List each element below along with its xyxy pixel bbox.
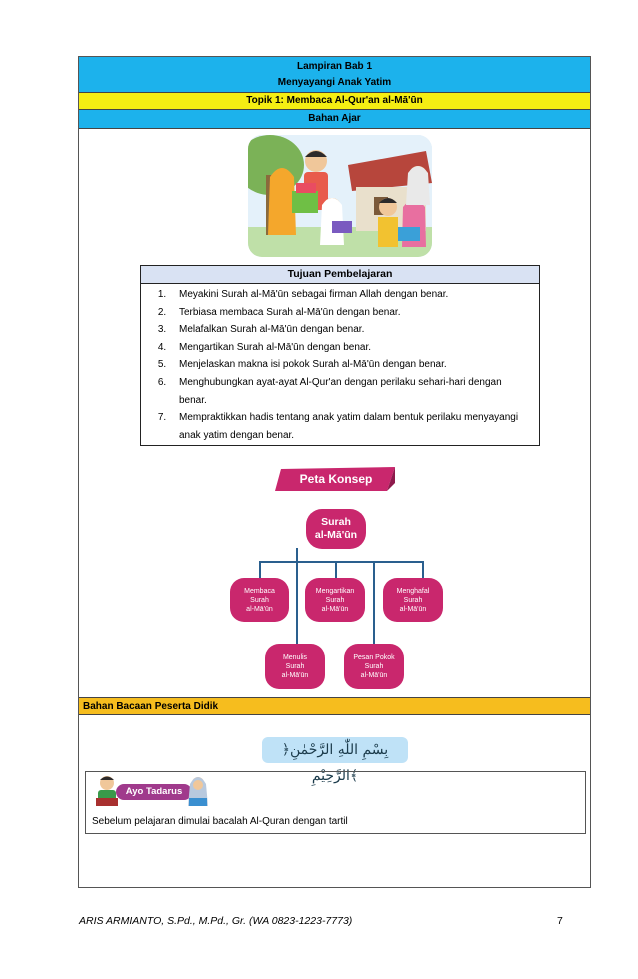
node-line: Surah xyxy=(403,596,423,604)
section-band xyxy=(79,110,590,129)
tujuan-item: 2. Terbiasa membaca Surah al-Mā'ūn dengan benar. xyxy=(169,304,525,322)
section-title: Bahan Ajar xyxy=(308,113,361,124)
header-line1: Lampiran Bab 1 xyxy=(296,61,373,72)
header-line2: Menyayangi Anak Yatim xyxy=(277,77,392,88)
node-line: Surah xyxy=(364,663,384,670)
page-number: 7 xyxy=(557,915,563,927)
node-line: Surah xyxy=(285,663,305,670)
tadarus-instruction: Sebelum pelajaran dimulai bacalah Al-Quran dengan tartil xyxy=(92,816,348,827)
node-line: Menulis xyxy=(282,654,308,661)
footer-author: ARIS ARMIANTO, S.Pd., M.Pd., Gr. (WA 0823-1223-7773) xyxy=(79,915,353,927)
tujuan-item: 5. Menjelaskan makna isi pokok Surah al-Mā'ūn dengan benar. xyxy=(169,356,525,374)
connector-line xyxy=(296,548,298,562)
peta-konsep-title: Peta Konsep xyxy=(299,472,373,486)
connector-line xyxy=(335,561,337,579)
lampiran-frame xyxy=(78,56,591,888)
node-pesan-pokok xyxy=(344,644,404,689)
tujuan-item: 7. Mempraktikkan hadis tentang anak yatim dalam bentuk perilaku menyayangi anak yatim dengan benar. xyxy=(169,409,525,444)
children-illustration xyxy=(248,135,432,257)
node-menghafal xyxy=(383,578,443,622)
tujuan-item: 3. Melafalkan Surah al-Mā'ūn dengan benar. xyxy=(169,321,525,339)
topic-band xyxy=(79,93,590,110)
bismillah-banner: ﴿بِسْمِ اللّٰهِ الرَّحْمٰنِ الرَّحِيْمِ﴾ xyxy=(262,737,408,763)
girl-reading-icon xyxy=(186,774,210,808)
bacaan-title: Bahan Bacaan Peserta Didik xyxy=(83,701,219,712)
connector-line xyxy=(422,561,424,579)
node-line: Surah xyxy=(250,596,269,604)
header-band xyxy=(79,57,590,93)
node-line: Pesan Pokok xyxy=(353,654,395,661)
connector-line xyxy=(259,561,424,563)
ayo-tadarus-box xyxy=(85,771,586,834)
node-root-line1: Surah xyxy=(321,516,351,528)
node-line: al-Mā'ūn xyxy=(281,672,309,679)
tujuan-title: Tujuan Pembelajaran xyxy=(141,266,539,284)
node-line: al-Mā'ūn xyxy=(399,605,427,613)
tujuan-list xyxy=(141,286,539,444)
node-line: Surah xyxy=(325,596,345,604)
connector-line xyxy=(373,561,375,645)
bacaan-band xyxy=(79,697,590,715)
connector-line xyxy=(259,561,261,579)
tujuan-pembelajaran-box xyxy=(140,265,540,446)
ayo-tadarus-label: Ayo Tadarus xyxy=(116,784,192,800)
node-line: al-Mā'ūn xyxy=(360,672,388,679)
node-root xyxy=(306,509,366,549)
node-line: Membaca xyxy=(244,587,275,595)
node-membaca xyxy=(230,578,289,622)
node-line: al-Mā'ūn xyxy=(321,605,349,613)
node-menulis xyxy=(265,644,325,689)
tujuan-item: 1. Meyakini Surah al-Mā'ūn sebagai firman Allah dengan benar. xyxy=(169,286,525,304)
node-mengartikan xyxy=(305,578,365,622)
tujuan-item: 6. Menghubungkan ayat-ayat Al-Qur'an dengan perilaku sehari-hari dengan benar. xyxy=(169,374,525,409)
node-line: al-Mā'ūn xyxy=(246,605,273,613)
node-root-line2: al-Mā'ūn xyxy=(314,529,358,541)
node-line: Menghafal xyxy=(396,587,430,595)
connector-line xyxy=(296,561,298,645)
node-line: Mengartikan xyxy=(315,587,355,595)
tujuan-item: 4. Mengartikan Surah al-Mā'ūn dengan benar. xyxy=(169,339,525,357)
topic-title: Topik 1: Membaca Al-Qur'an al-Mā'ūn xyxy=(246,95,423,106)
